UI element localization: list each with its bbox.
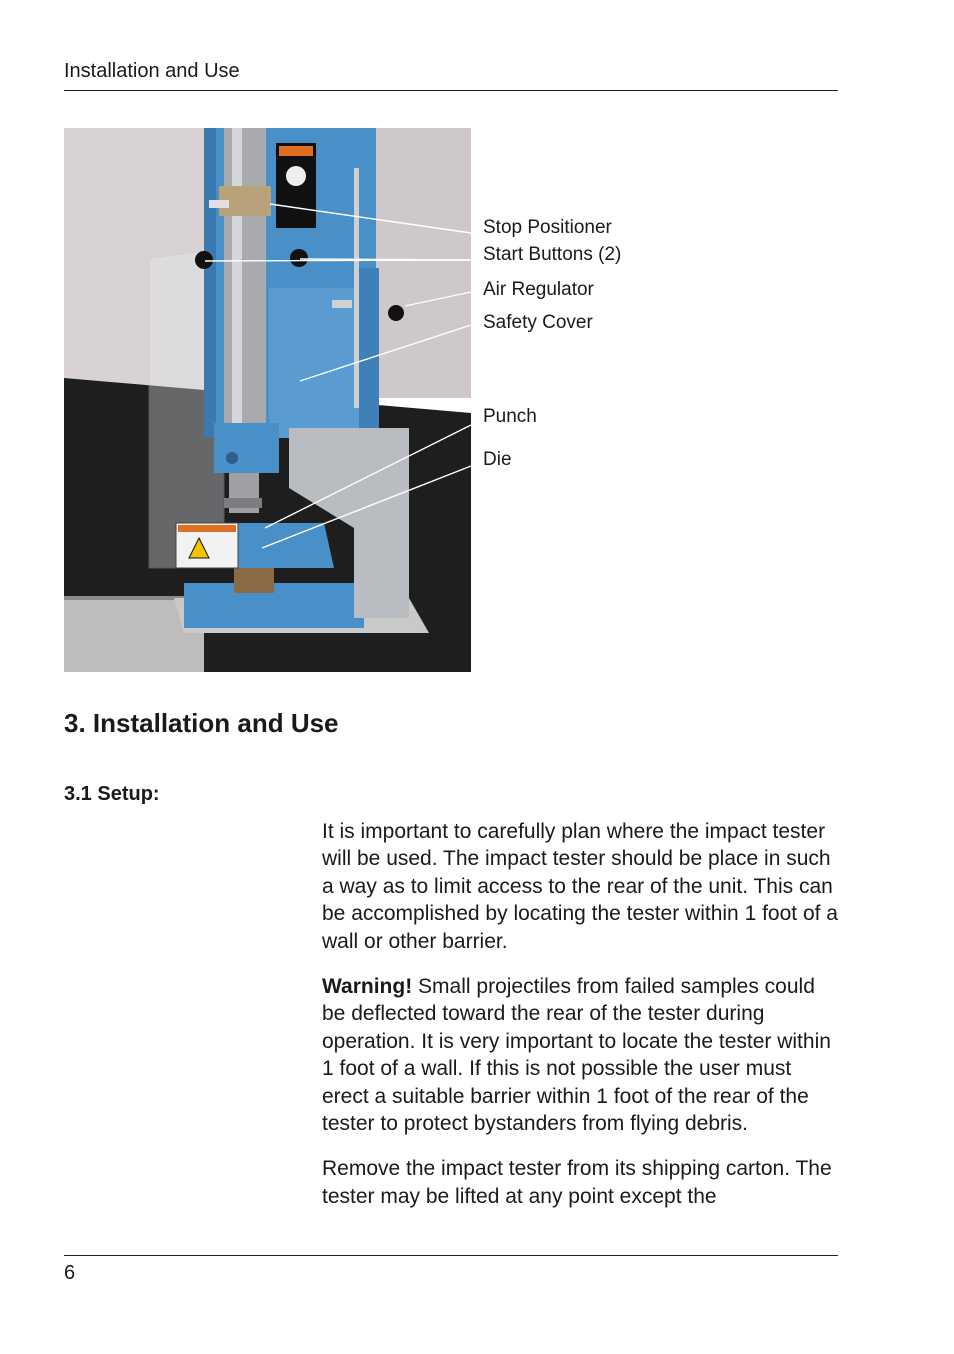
body-text: [322, 818, 842, 1228]
paragraph-warning: [322, 973, 842, 1137]
paragraph-unpacking: Remove the impact tester from its shipping carton. The tester may be lifted at any point except the: [322, 1157, 832, 1208]
warning-text: Small projectiles from failed samples could be deflected toward the rear of the tester during operation. It is very important to locate the tester within 1 foot of a wall. If this is not possible the user must erect a suitable barrier within 1 foot of the rear of the tester to protect bystanders from flying debris.: [322, 975, 831, 1136]
paragraph-placement: It is important to carefully plan where the impact tester will be used. The impact tester should be place in such a way as to limit access to the rear of the unit. This can be accomplished by locating the tester within 1 foot of a wall or other barrier.: [322, 820, 838, 953]
subsection-heading: 3.1 Setup:: [64, 783, 160, 805]
callout-die: Die: [483, 449, 512, 470]
callout-start-buttons: Start Buttons (2): [483, 244, 622, 265]
warning-label: Warning!: [322, 975, 413, 999]
footer-rule: [64, 1255, 838, 1256]
running-head: Installation and Use: [64, 60, 240, 82]
header-rule: [64, 90, 838, 91]
callout-punch: Punch: [483, 406, 537, 427]
section-heading: 3. Installation and Use: [64, 708, 339, 738]
callout-air-regulator: Air Regulator: [483, 279, 594, 300]
callout-stop-positioner: Stop Positioner: [483, 217, 612, 238]
machine-photo: [64, 128, 471, 672]
page-number: 6: [64, 1262, 76, 1284]
callout-safety-cover: Safety Cover: [483, 312, 593, 333]
